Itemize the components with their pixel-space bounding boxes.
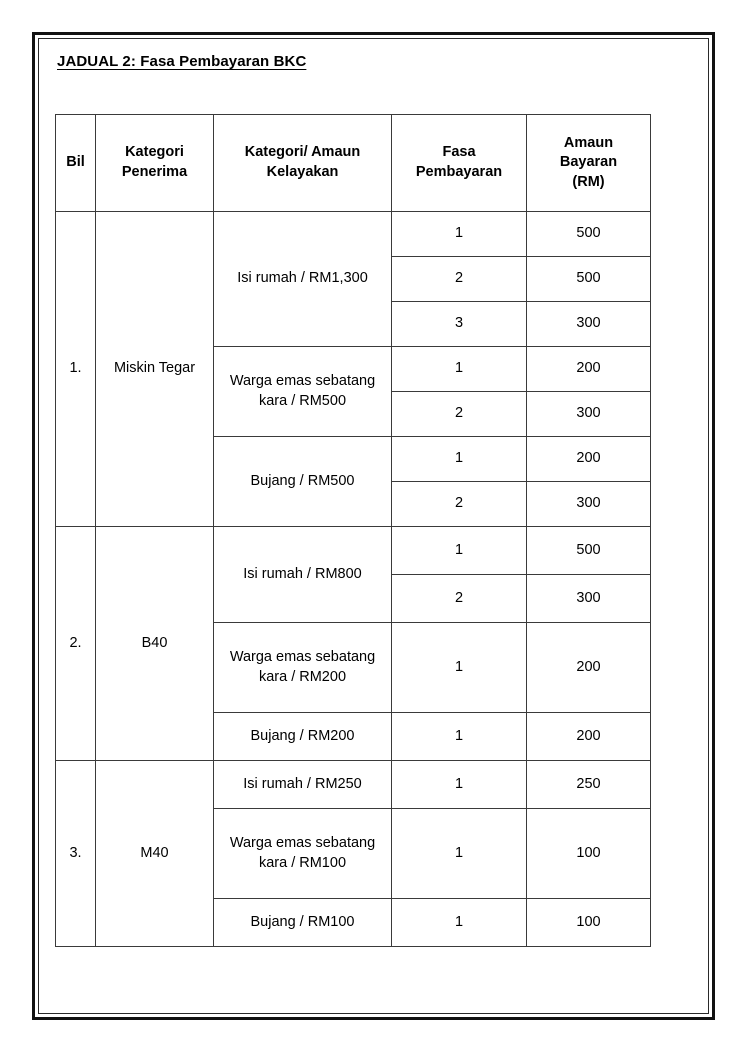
cell-fasa-pembayaran: 3 — [392, 302, 527, 347]
cell-amaun-bayaran: 200 — [527, 713, 651, 761]
page-title: JADUAL 2: Fasa Pembayaran BKC — [57, 53, 307, 70]
cell-kategori-amaun-kelayakan: Isi rumah / RM250 — [214, 761, 392, 809]
cell-fasa-pembayaran: 1 — [392, 347, 527, 392]
table-body — [56, 212, 651, 947]
cell-fasa-pembayaran: 1 — [392, 212, 527, 257]
column-header-amaun-line1: Amaun — [563, 134, 614, 151]
cell-bil: 2. — [56, 527, 96, 761]
cell-fasa-pembayaran: 2 — [392, 392, 527, 437]
column-header-kategori-penerima-line1: Kategori — [125, 144, 184, 161]
cell-fasa-pembayaran: 1 — [392, 623, 527, 713]
cell-kategori-penerima: Miskin Tegar — [96, 212, 214, 527]
cell-fasa-pembayaran: 2 — [392, 257, 527, 302]
table-row — [56, 527, 651, 575]
table-header-row — [56, 115, 651, 212]
column-header-kategori-amaun-kelayakan — [214, 115, 392, 212]
cell-kategori-amaun-kelayakan: Bujang / RM500 — [214, 437, 392, 527]
cell-amaun-bayaran: 500 — [527, 257, 651, 302]
cell-kategori-amaun-kelayakan: Bujang / RM200 — [214, 713, 392, 761]
cell-kategori-penerima: B40 — [96, 527, 214, 761]
cell-amaun-bayaran: 300 — [527, 392, 651, 437]
cell-kategori-amaun-kelayakan: Warga emas sebatang kara / RM200 — [214, 623, 392, 713]
cell-fasa-pembayaran: 1 — [392, 437, 527, 482]
payment-phase-table — [55, 114, 651, 947]
cell-fasa-pembayaran: 2 — [392, 482, 527, 527]
cell-kategori-amaun-kelayakan: Isi rumah / RM1,300 — [214, 212, 392, 347]
cell-kategori-amaun-kelayakan: Bujang / RM100 — [214, 899, 392, 947]
cell-kategori-amaun-kelayakan: Isi rumah / RM800 — [214, 527, 392, 623]
cell-fasa-pembayaran: 1 — [392, 527, 527, 575]
cell-amaun-bayaran: 300 — [527, 482, 651, 527]
cell-amaun-bayaran: 200 — [527, 623, 651, 713]
column-header-amaun-bayaran — [527, 115, 651, 212]
cell-bil: 3. — [56, 761, 96, 947]
cell-fasa-pembayaran: 1 — [392, 899, 527, 947]
cell-amaun-bayaran: 250 — [527, 761, 651, 809]
cell-bil: 1. — [56, 212, 96, 527]
cell-amaun-bayaran: 100 — [527, 809, 651, 899]
cell-amaun-bayaran: 200 — [527, 347, 651, 392]
column-header-fasa-line1: Fasa — [442, 144, 476, 161]
cell-kategori-amaun-kelayakan: Warga emas sebatang kara / RM100 — [214, 809, 392, 899]
column-header-kategori-penerima — [96, 115, 214, 212]
column-header-fasa-line2: Pembayaran — [415, 164, 503, 180]
cell-amaun-bayaran: 500 — [527, 212, 651, 257]
column-header-kelayakan-line1: Kategori/ Amaun — [244, 144, 361, 161]
table-header — [56, 115, 651, 212]
column-header-kategori-penerima-line2: Penerima — [121, 164, 188, 180]
cell-amaun-bayaran: 500 — [527, 527, 651, 575]
table-row — [56, 212, 651, 257]
cell-kategori-penerima: M40 — [96, 761, 214, 947]
cell-fasa-pembayaran: 1 — [392, 713, 527, 761]
column-header-bil: Bil — [56, 115, 96, 212]
column-header-fasa-pembayaran — [392, 115, 527, 212]
cell-amaun-bayaran: 200 — [527, 437, 651, 482]
cell-fasa-pembayaran: 2 — [392, 575, 527, 623]
column-header-kelayakan-line2: Kelayakan — [266, 164, 339, 180]
column-header-amaun-line3: (RM) — [572, 173, 605, 190]
cell-kategori-amaun-kelayakan: Warga emas sebatang kara / RM500 — [214, 347, 392, 437]
cell-fasa-pembayaran: 1 — [392, 809, 527, 899]
table-row — [56, 761, 651, 809]
column-header-amaun-line2: Bayaran — [559, 154, 618, 171]
cell-fasa-pembayaran: 1 — [392, 761, 527, 809]
cell-amaun-bayaran: 100 — [527, 899, 651, 947]
cell-amaun-bayaran: 300 — [527, 302, 651, 347]
cell-amaun-bayaran: 300 — [527, 575, 651, 623]
